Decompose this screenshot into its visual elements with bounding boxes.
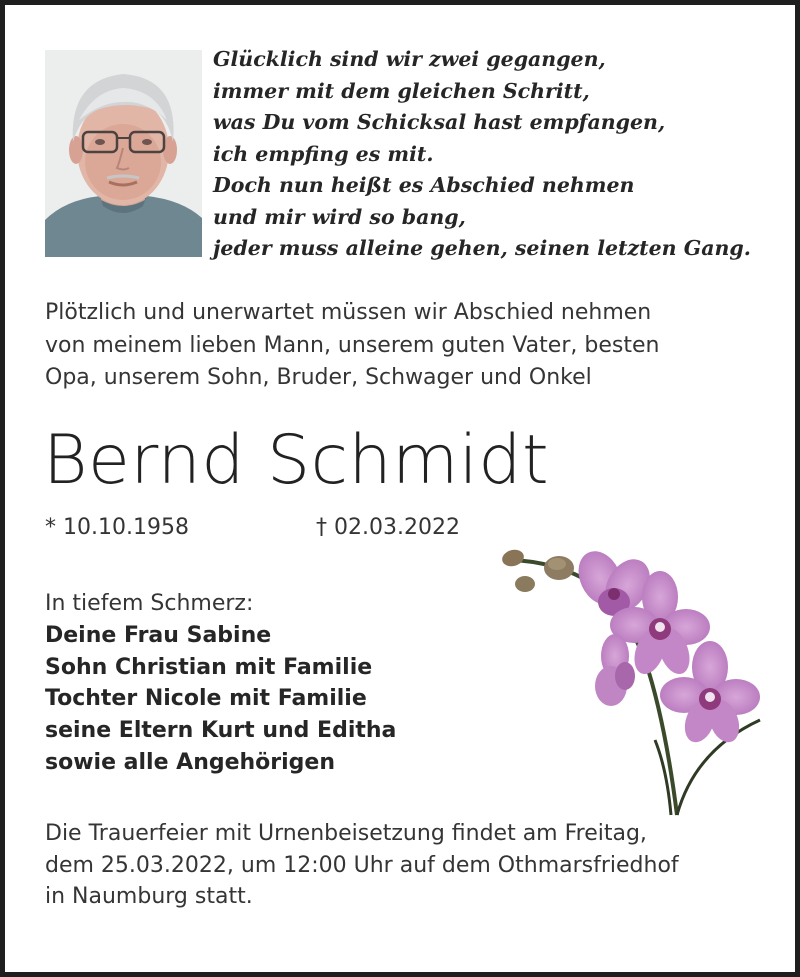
mourner-name: seine Eltern Kurt und Editha — [45, 718, 397, 744]
poem-line: und mir wird so bang, — [213, 204, 466, 229]
intro-line: von meinem lieben Mann, unserem guten Vater, besten — [45, 332, 660, 358]
mourners-list — [45, 588, 396, 779]
portrait-photo — [45, 50, 202, 257]
intro-text — [45, 297, 659, 395]
service-line: Die Trauerfeier mit Urnenbeisetzung findet am Freitag, — [45, 821, 647, 846]
death-date: † 02.03.2022 — [316, 515, 460, 540]
service-line: in Naumburg statt. — [45, 884, 253, 909]
service-info — [45, 818, 679, 913]
deceased-name: Bernd Schmidt — [43, 421, 550, 500]
mourners-label: In tiefem Schmerz: — [45, 591, 254, 616]
orchid-flower — [495, 540, 775, 820]
poem-line: Doch nun heißt es Abschied nehmen — [213, 173, 635, 197]
poem-line: was Du vom Schicksal hast empfangen, — [213, 110, 666, 134]
birth-date: * 10.10.1958 — [45, 515, 189, 540]
intro-line: Opa, unserem Sohn, Bruder, Schwager und Onkel — [45, 365, 592, 390]
poem-line: jeder muss alleine gehen, seinen letzten Gang. — [213, 236, 751, 260]
poem-line: immer mit dem gleichen Schritt, — [213, 78, 590, 103]
service-line: dem 25.03.2022, um 12:00 Uhr auf dem Othmarsfriedhof — [45, 852, 679, 878]
poem-line: ich empfing es mit. — [213, 141, 434, 166]
mourner-name: Deine Frau Sabine — [45, 622, 272, 648]
poem-line: Glücklich sind wir zwei gegangen, — [213, 47, 606, 71]
mourner-name: Tochter Nicole mit Familie — [45, 686, 367, 712]
mourner-name: Sohn Christian mit Familie — [45, 654, 373, 680]
intro-line: Plötzlich und unerwartet müssen wir Abschied nehmen — [45, 300, 652, 325]
poem — [213, 44, 751, 265]
mourner-name: sowie alle Angehörigen — [45, 749, 336, 775]
